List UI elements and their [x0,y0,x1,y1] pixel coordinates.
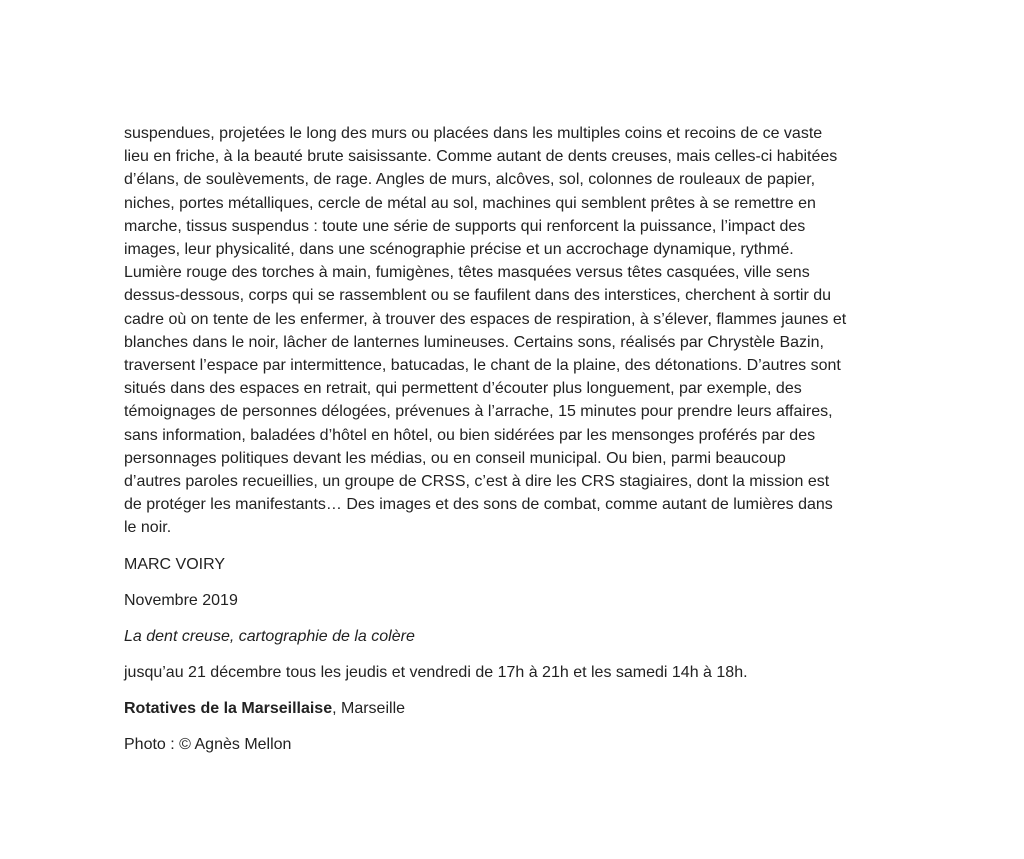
article-body [124,122,914,755]
paragraph-line: cadre où on tente de les enfermer, à trouver des espaces de respiration, à s’élever, flammes jaunes et [124,310,847,328]
photo-credit: Photo : © Agnès Mellon [124,735,292,753]
exhibition-venue [124,699,914,719]
publication-date: Novembre 2019 [124,591,238,609]
venue-city: , Marseille [332,699,406,717]
paragraph-line: témoignages de personnes délogées, prévenues à l’arrache, 15 minutes pour prendre leurs affaires, [124,403,833,421]
paragraph-line: sans information, baladées d’hôtel en hôtel, ou bien sidérées par les mensonges proférés par des [124,426,816,444]
paragraph-line: Lumière rouge des torches à main, fumigènes, têtes masquées versus têtes casquées, ville sens [124,264,810,282]
paragraph-line: personnages politiques devant les médias, ou en conseil municipal. Ou bien, parmi beaucoup [124,449,786,467]
article-paragraph [124,122,914,540]
paragraph-line: blanches dans le noir, lâcher de lanternes lumineuses. Certains sons, réalisés par Chrystèle Bazin, [124,333,824,351]
paragraph-line: lieu en friche, à la beauté brute saisissante. Comme autant de dents creuses, mais celles-ci habitées [124,148,838,166]
paragraph-line: traversent l’espace par intermittence, batucadas, le chant de la plaine, des détonations. D’autres sont [124,357,841,375]
exhibition-title: La dent creuse, cartographie de la colère [124,627,415,645]
paragraph-line: d’élans, de soulèvements, de rage. Angles de murs, alcôves, sol, colonnes de rouleaux de papier, [124,171,816,189]
paragraph-line: de protéger les manifestants… Des images et des sons de combat, comme autant de lumières dans [124,496,833,514]
author-name: MARC VOIRY [124,555,226,573]
paragraph-line: d’autres paroles recueillies, un groupe de CRSS, c’est à dire les CRS stagiaires, dont la mission est [124,473,830,491]
paragraph-line: dessus-dessous, corps qui se rassemblent ou se faufilent dans des interstices, cherchent à sortir du [124,287,832,305]
paragraph-line: suspendues, projetées le long des murs ou placées dans les multiples coins et recoins de ce vaste [124,125,823,142]
paragraph-line: marche, tissus suspendus : toute une série de supports qui renforcent la puissance, l’impact des [124,217,806,235]
paragraph-line: le noir. [124,519,172,537]
venue-name: Rotatives de la Marseillaise [124,699,333,717]
paragraph-line: niches, portes métalliques, cercle de métal au sol, machines qui semblent prêtes à se remettre en [124,194,816,212]
paragraph-line: images, leur physicalité, dans une scénographie précise et un accrochage dynamique, rythmé. [124,241,794,259]
paragraph-line: situés dans des espaces en retrait, qui permettent d’écouter plus longuement, par exemple, des [124,380,802,398]
exhibition-schedule: jusqu’au 21 décembre tous les jeudis et vendredi de 17h à 21h et les samedi 14h à 18h. [124,663,748,681]
